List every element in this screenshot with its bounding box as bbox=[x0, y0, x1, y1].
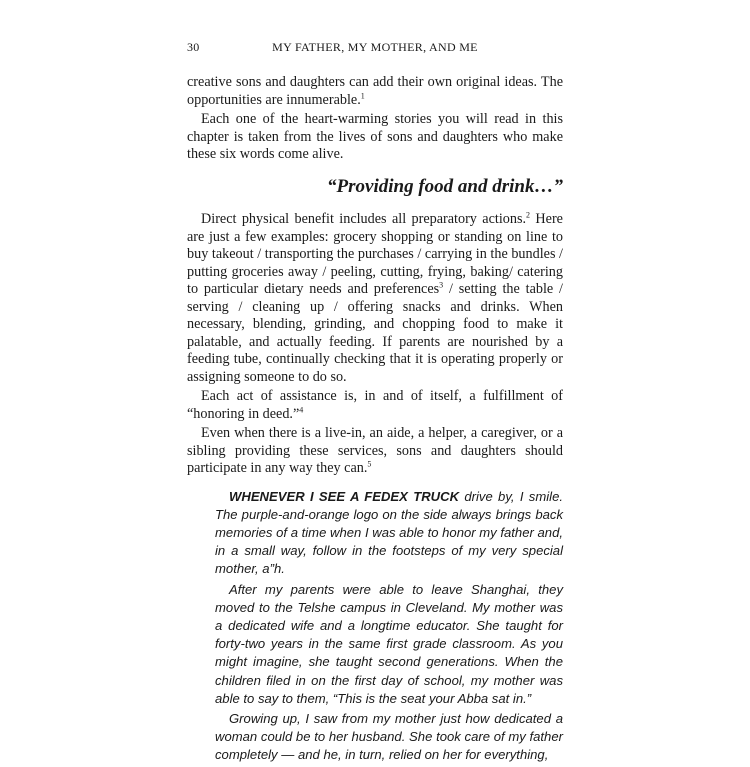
paragraph: Direct physical benefit includes all preparatory actions.$^2$ Here are just a few examples: grocery shopping or standing on line to buy takeout / transporting the purchases / carrying in the bundles / putting groceries away / peeling, cutting, frying, baking/ catering to particular dietary needs and preferences$^3$ / setting the table / serving / cleaning up / offering snacks and drinks. When necessary, blending, grinding, and chopping food to make it palatable, and actually feeding. If parents are nourished by a feeding tube, continually checking that it is operating properly or assigning someone to do so. bbox=[187, 210, 563, 385]
page-number: 30 bbox=[187, 40, 200, 54]
story-lead: WHENEVER I SEE A FEDEX TRUCK bbox=[229, 488, 460, 504]
story-paragraph: Growing up, I saw from my mother just how dedicated a woman could be to her husband. She took care of my father completely — and he, in turn, relied on her for everything, bbox=[215, 710, 563, 763]
footnote-marker: 2 bbox=[526, 210, 531, 220]
paragraph: Each act of assistance is, in and of itself, a fulfillment of “honoring in deed.”$^4$ bbox=[187, 388, 563, 422]
paragraph: Each one of the heart-warming stories you will read in this chapter is taken from the lives of sons and daughters who make these six words come alive. bbox=[187, 111, 563, 162]
paragraph: creative sons and daughters can add their own original ideas. The opportunities are innumerable.$^1$ bbox=[187, 74, 563, 108]
story-paragraph: After my parents were able to leave Shanghai, they moved to the Telshe campus in Cleveland. My mother was a dedicated wife and a longtime educator. She taught for forty-two years in the same first grade classroom. As you might imagine, she taught second generations. When the children filed in on the first day of school, my mother was able to say to them, “This is the seat your Abba sat in.” bbox=[215, 581, 563, 706]
paragraph: Even when there is a live-in, an aide, a helper, a caregiver, or a sibling providing these services, sons and daughters should participate in any way they can.$^5$ bbox=[187, 425, 563, 476]
story-paragraph: WHENEVER I SEE A FEDEX TRUCK drive by, I smile. The purple-and-orange logo on the side always brings back memories of a time when I was able to honor my father and, in a small way, follow in the footsteps of my very special mother, a”h. bbox=[215, 488, 563, 577]
page-header bbox=[187, 40, 563, 58]
body-text bbox=[187, 74, 563, 478]
running-title: MY FATHER, MY MOTHER, AND ME bbox=[272, 40, 478, 54]
book-page bbox=[187, 40, 563, 767]
footnote-marker: 1 bbox=[360, 90, 365, 100]
footnote-marker: 3 bbox=[439, 280, 444, 290]
story-block bbox=[215, 488, 563, 765]
section-heading: “Providing food and drink…” bbox=[327, 175, 563, 197]
footnote-marker: 4 bbox=[299, 404, 304, 414]
footnote-marker: 5 bbox=[367, 459, 372, 469]
